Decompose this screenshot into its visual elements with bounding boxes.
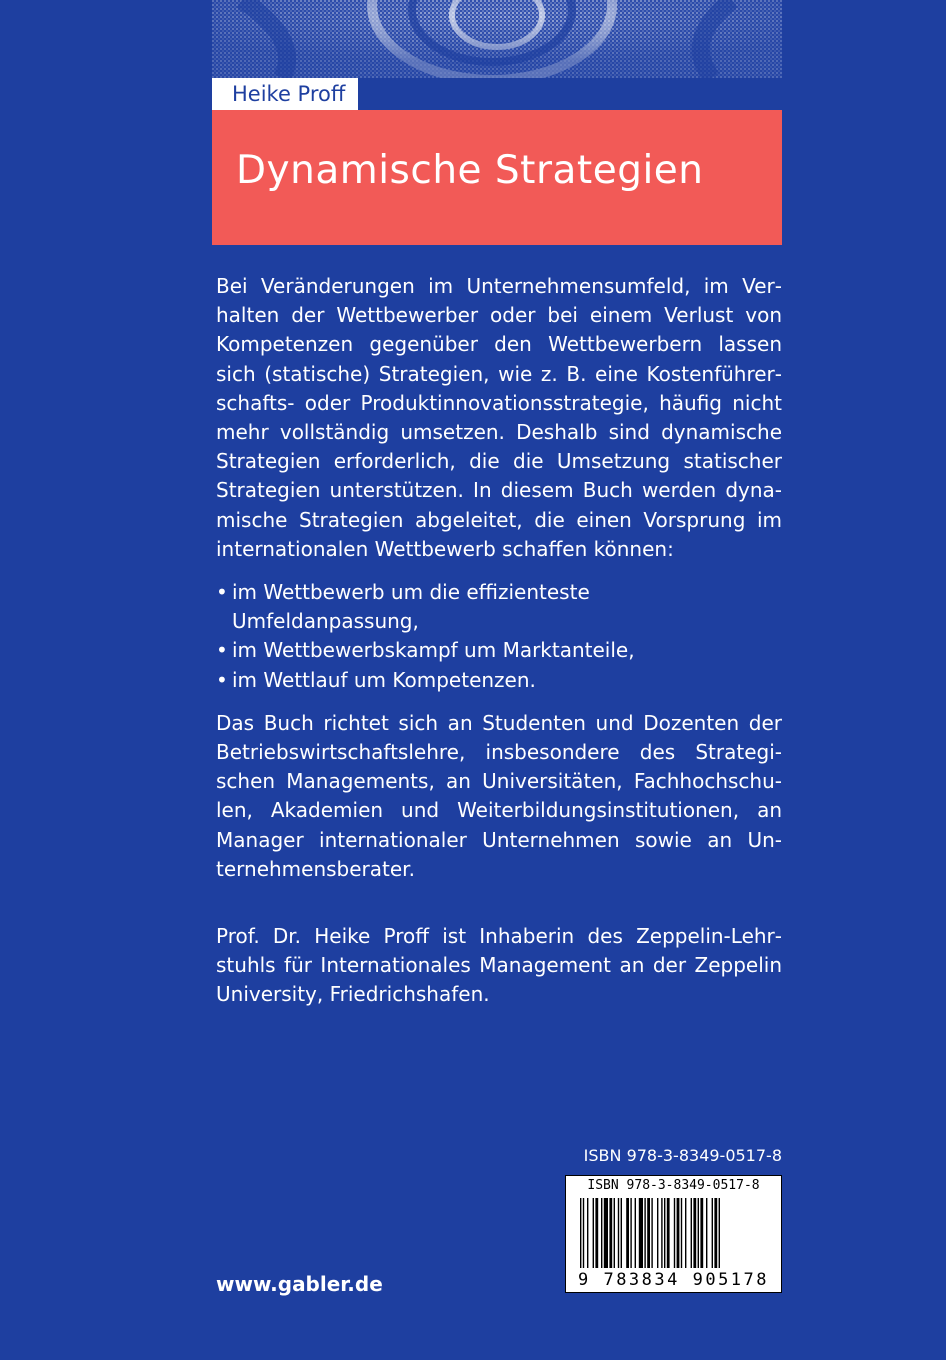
bullet-text: im Wettlauf um Kompetenzen. xyxy=(232,667,536,692)
barcode-bar xyxy=(609,1198,612,1268)
barcode-bar xyxy=(719,1198,720,1268)
barcode-bar xyxy=(657,1198,658,1268)
barcode-bar xyxy=(661,1198,662,1268)
barcode-bar xyxy=(714,1198,717,1268)
barcode-bar xyxy=(583,1198,584,1268)
bullet-text: im Wettbewerbskampf um Marktanteile, xyxy=(232,638,635,663)
author-label: Heike Proff xyxy=(212,78,358,110)
barcode-bar xyxy=(712,1198,713,1268)
barcode-bar xyxy=(639,1198,643,1268)
barcode-bar xyxy=(644,1198,645,1268)
barcode-bar xyxy=(630,1198,631,1268)
cover-artwork xyxy=(212,0,782,78)
barcode-bar xyxy=(621,1198,622,1268)
barcode-bar xyxy=(635,1198,636,1268)
book-title: Dynamische Strategien xyxy=(236,148,704,193)
bullet-list xyxy=(216,578,782,695)
list-item xyxy=(216,578,782,636)
intro-paragraph: Bei Veränderungen im Unternehmensumfeld, im Verhalten der Wettbewerber oder bei einem Verlust von Kompetenzen gegenüber den Wettbewerbern lassen sich (statische) Strategien, wie z. B. eine Kostenführerschafts- oder Produktinnovationsstrategie, häufig nicht mehr vollständig umsetzen. Deshalb sind dynamische Strategien erforderlich, die die Umsetzung statischer Strategien unterstützen. In diesem Buch werden dynamische Strategien abgeleitet, die einen Vorsprung im internationalen Wettbewerb schaffen können: xyxy=(216,274,782,561)
author-bio: Prof. Dr. Heike Proff ist Inhaberin des Zeppelin-Lehrstuhls für Internationales Management an der Zeppelin University, Friedrichshafen. xyxy=(216,924,782,1007)
barcode-bar xyxy=(706,1198,707,1268)
barcode-bar xyxy=(626,1198,629,1268)
barcode-bar xyxy=(601,1198,602,1268)
barcode-bar xyxy=(681,1198,682,1268)
barcode-bar xyxy=(651,1198,652,1268)
bullet-text: im Wettbewerb um die effizienteste Umfeldanpassung, xyxy=(232,580,590,634)
barcode-bar xyxy=(677,1198,680,1268)
publisher-website: www.gabler.de xyxy=(216,1272,383,1296)
title-banner xyxy=(212,110,782,245)
barcode-bar xyxy=(667,1198,670,1268)
barcode-icon xyxy=(580,1198,768,1268)
barcode-bar xyxy=(595,1198,598,1268)
barcode-bar xyxy=(698,1198,699,1268)
audience-paragraph: Das Buch richtet sich an Studenten und Dozenten der Betriebswirtschaftslehre, insbesondere des Strategischen Managements, an Universitäten, Fachhochschulen, Akademien und Weiterbildungsinstitutionen, an Manager internationaler Unternehmen sowie an Unternehmensberater. xyxy=(216,710,782,881)
bullet-icon: • xyxy=(216,638,228,663)
barcode-bar xyxy=(580,1198,581,1268)
barcode-bar xyxy=(614,1198,615,1268)
isbn-text: ISBN 978-3-8349-0517-8 xyxy=(583,1146,782,1165)
list-item xyxy=(216,666,782,695)
barcode-bar xyxy=(664,1198,665,1268)
barcode-bar xyxy=(685,1198,686,1268)
barcode-bar xyxy=(604,1198,608,1268)
list-item xyxy=(216,636,782,665)
barcode-bar xyxy=(593,1198,594,1268)
barcode-bar xyxy=(587,1198,588,1268)
barcode xyxy=(565,1175,782,1293)
bullet-icon: • xyxy=(216,667,228,692)
bullet-icon: • xyxy=(216,580,228,605)
blurb-section xyxy=(216,272,782,1010)
dotted-artwork-icon xyxy=(212,0,782,78)
barcode-bar xyxy=(700,1198,703,1268)
barcode-bar xyxy=(693,1198,696,1268)
barcode-bar xyxy=(691,1198,692,1268)
barcode-isbn-label: ISBN 978-3-8349-0517-8 xyxy=(587,1178,760,1193)
barcode-digits: 9 783834 905178 xyxy=(577,1270,770,1290)
barcode-bar xyxy=(618,1198,619,1268)
barcode-bar xyxy=(647,1198,650,1268)
barcode-bar xyxy=(674,1198,675,1268)
